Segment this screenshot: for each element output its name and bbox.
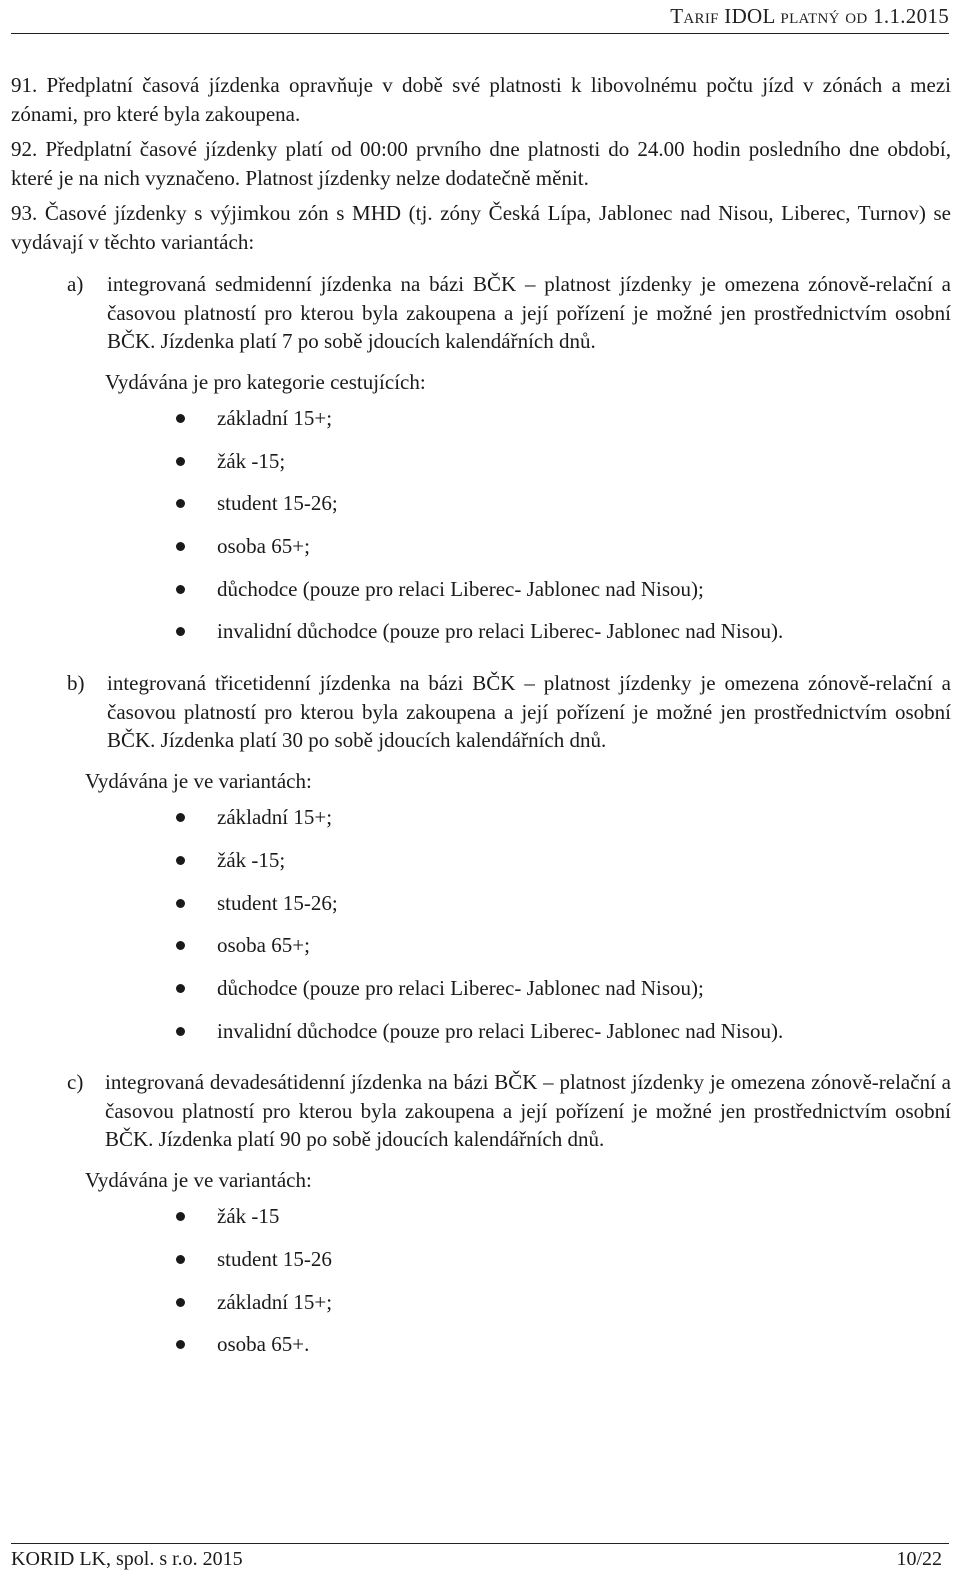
item-b-letter: b) [67, 671, 85, 696]
bullet-icon [176, 856, 185, 865]
running-header: Tarif IDOL platný od 1.1.2015 [670, 4, 949, 28]
bullet-icon [176, 414, 185, 423]
list-item: důchodce (pouze pro relaci Liberec- Jablonec nad Nisou); [176, 974, 951, 1017]
item-c [11, 1068, 951, 1373]
item-b [11, 669, 951, 1059]
document-body [11, 71, 951, 1373]
item-a-list [11, 404, 951, 660]
bullet-icon [176, 984, 185, 993]
list-item: důchodce (pouze pro relaci Liberec- Jablonec nad Nisou); [176, 575, 951, 618]
list-item: žák -15; [176, 846, 951, 889]
list-item: student 15-26 [176, 1245, 951, 1288]
item-c-letter: c) [67, 1070, 84, 1095]
list-item: základní 15+; [176, 803, 951, 846]
bullet-icon [176, 542, 185, 551]
bullet-icon [176, 1340, 185, 1349]
bullet-icon [176, 457, 185, 466]
item-b-text: integrovaná třicetidenní jízdenka na bázi BČK – platnost jízdenky je omezena zónově-relační a časovou platností pro kterou byla zakoupena a její pořízení je možné jen prostřednictvím osobní BČK. Jízdenka platí 30 po sobě jdoucích kalendářních dnů. [107, 671, 951, 753]
bullet-icon [176, 585, 185, 594]
bullet-icon [176, 813, 185, 822]
list-item: žák -15 [176, 1202, 951, 1245]
page-number: 10/22 [896, 1548, 942, 1570]
item-c-subheading: Vydávána je ve variantách: [85, 1167, 312, 1192]
paragraph-93: 93. Časové jízdenky s výjimkou zón s MHD (tj. zóny Česká Lípa, Jablonec nad Nisou, Liberec, Turnov) se vydávají v těchto variantách: [11, 201, 951, 254]
bullet-icon [176, 627, 185, 636]
list-item: základní 15+; [176, 1288, 951, 1331]
item-a [11, 270, 951, 660]
item-a-text: integrovaná sedmidenní jízdenka na bázi BČK – platnost jízdenky je omezena zónově-relační a časovou platností pro kterou byla zakoupena a její pořízení je možné jen prostřednictvím osobní BČK. Jízdenka platí 7 po sobě jdoucích kalendářních dnů. [107, 272, 951, 353]
header-divider [11, 33, 949, 34]
list-item: invalidní důchodce (pouze pro relaci Liberec- Jablonec nad Nisou). [176, 1017, 951, 1060]
bullet-icon [176, 899, 185, 908]
list-item: invalidní důchodce (pouze pro relaci Liberec- Jablonec nad Nisou). [176, 617, 951, 660]
paragraph-92: 92. Předplatní časové jízdenky platí od 00:00 prvního dne platnosti do 24.00 hodin posledního dne období, které je na nich vyznačeno. Platnost jízdenky nelze dodatečně měnit. [11, 137, 951, 190]
list-item: žák -15; [176, 447, 951, 490]
bullet-icon [176, 499, 185, 508]
list-item: student 15-26; [176, 489, 951, 532]
footer-divider [11, 1543, 949, 1544]
item-b-list [11, 803, 951, 1059]
list-item: student 15-26; [176, 889, 951, 932]
list-item: osoba 65+. [176, 1330, 951, 1373]
bullet-icon [176, 1212, 185, 1221]
item-c-list [11, 1202, 951, 1373]
list-item: osoba 65+; [176, 931, 951, 974]
bullet-icon [176, 1027, 185, 1036]
bullet-icon [176, 1298, 185, 1307]
list-item: základní 15+; [176, 404, 951, 447]
item-c-text: integrovaná devadesátidenní jízdenka na bázi BČK – platnost jízdenky je omezena zónově-relační a časovou platností pro kterou byla zakoupena a její pořízení je možné jen prostřednictvím osobní BČK. Jízdenka platí 90 po sobě jdoucích kalendářních dnů. [105, 1070, 951, 1152]
list-item: osoba 65+; [176, 532, 951, 575]
bullet-icon [176, 941, 185, 950]
item-a-subheading: Vydávána je pro kategorie cestujících: [105, 369, 426, 394]
paragraph-91: 91. Předplatní časová jízdenka opravňuje v době své platnosti k libovolnému počtu jízd v zónách a mezi zónami, pro které byla zakoupena. [11, 73, 951, 126]
bullet-icon [176, 1255, 185, 1264]
footer-company: KORID LK, spol. s r.o. 2015 [11, 1548, 243, 1570]
item-b-subheading: Vydávána je ve variantách: [85, 768, 312, 793]
item-a-letter: a) [67, 272, 84, 296]
